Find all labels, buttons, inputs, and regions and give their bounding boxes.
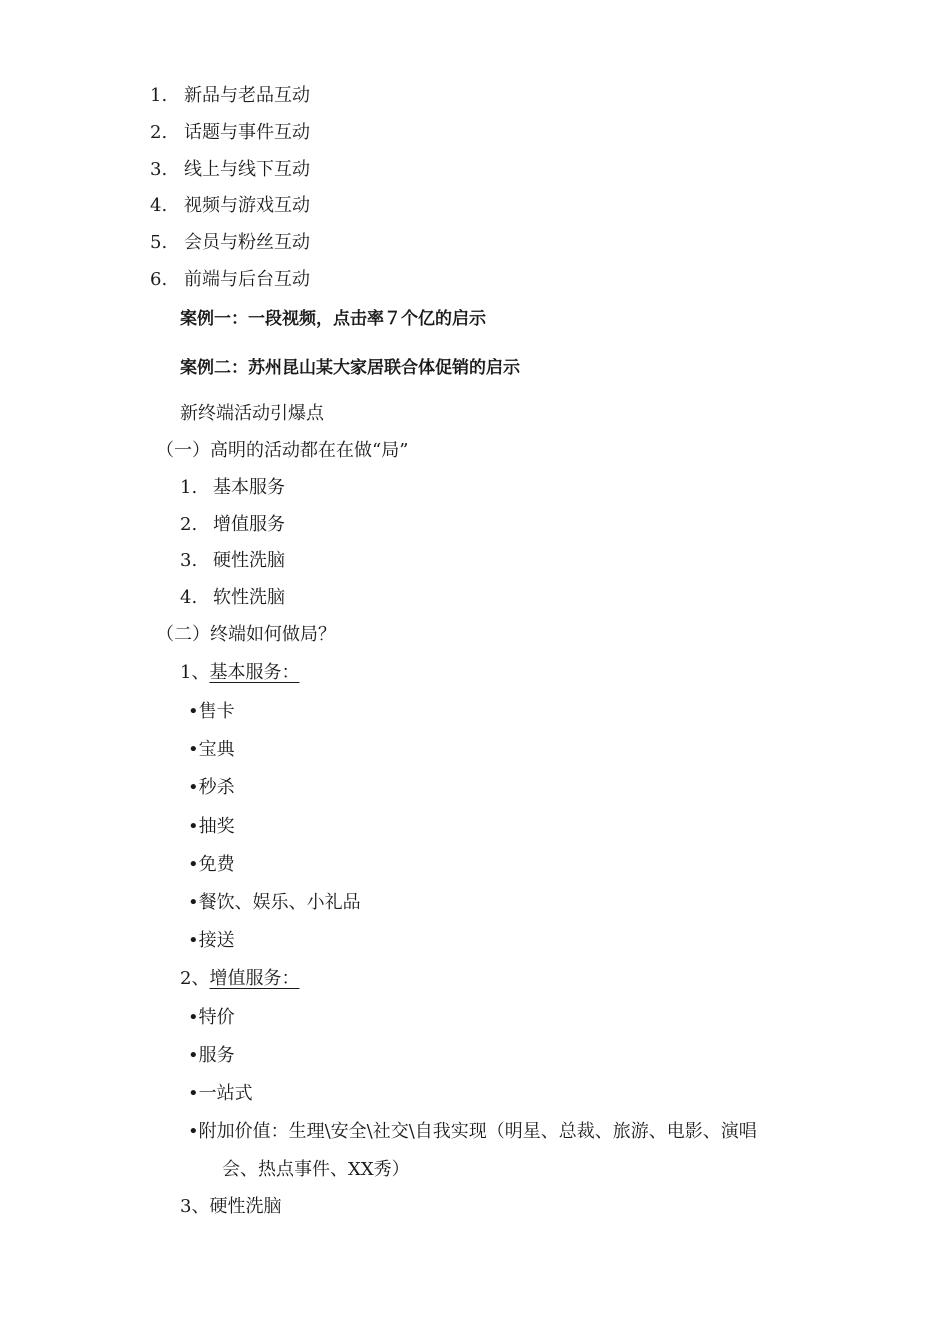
list-item — [180, 549, 285, 573]
list-number: 5. — [150, 232, 168, 253]
sub-heading: 3、硬性洗脑 — [180, 1196, 282, 1217]
list-item — [150, 158, 310, 182]
bullet-item: •抽奖 — [188, 816, 235, 837]
part-heading: （一）高明的活动都在在做“局” — [156, 440, 409, 461]
list-number: 2. — [150, 122, 168, 143]
sub-heading — [180, 661, 299, 685]
list-item — [150, 194, 310, 218]
bullet-item: •免费 — [188, 854, 235, 875]
list-number: 3. — [150, 159, 168, 180]
sub-heading — [180, 967, 299, 991]
bullet-item: •宝典 — [188, 739, 235, 760]
list-item — [150, 121, 310, 145]
list-text: 会员与粉丝互动 — [184, 232, 310, 253]
list-text: 话题与事件互动 — [184, 122, 310, 143]
bullet-item: •服务 — [188, 1045, 235, 1066]
bullet-item: •餐饮、娱乐、小礼品 — [188, 892, 361, 913]
sub-number: 2、 — [180, 968, 210, 989]
bullet-item: •售卡 — [188, 701, 235, 722]
sub-title: 增值服务： — [209, 968, 300, 989]
section-title: 新终端活动引爆点 — [180, 403, 324, 424]
list-text: 新品与老品互动 — [184, 85, 310, 106]
list-item — [180, 513, 285, 537]
part-heading: （二）终端如何做局？ — [156, 624, 336, 645]
bullet-item: •接送 — [188, 930, 235, 951]
list-number: 4. — [180, 587, 198, 608]
case-heading: 案例二：苏州昆山某大家居联合体促销的启示 — [180, 358, 520, 378]
list-text: 基本服务 — [213, 477, 285, 498]
list-item — [150, 268, 310, 292]
list-item — [180, 586, 285, 610]
list-text: 线上与线下互动 — [184, 159, 310, 180]
bullet-item: •特价 — [188, 1007, 235, 1028]
list-item — [150, 84, 310, 108]
bullet-item: •一站式 — [188, 1083, 253, 1104]
case-heading: 案例一：一段视频，点击率７个亿的启示 — [180, 309, 486, 329]
list-item — [180, 476, 285, 500]
list-number: 1. — [150, 85, 168, 106]
list-item — [150, 231, 310, 255]
list-text: 软性洗脑 — [213, 587, 285, 608]
sub-title: 基本服务： — [209, 662, 300, 683]
sub-number: 1、 — [180, 662, 210, 683]
list-text: 视频与游戏互动 — [184, 195, 310, 216]
list-number: 2. — [180, 514, 198, 535]
list-text: 增值服务 — [213, 514, 285, 535]
list-text: 硬性洗脑 — [213, 550, 285, 571]
list-number: 6. — [150, 269, 168, 290]
list-text: 前端与后台互动 — [184, 269, 310, 290]
bullet-continuation: 会、热点事件、XX秀） — [222, 1159, 410, 1180]
list-number: 1. — [180, 477, 198, 498]
bullet-item: •秒杀 — [188, 777, 235, 798]
bullet-item: •附加价值：生理\安全\社交\自我实现（明星、总裁、旅游、电影、演唱 — [188, 1121, 757, 1142]
list-number: 4. — [150, 195, 168, 216]
list-number: 3. — [180, 550, 198, 571]
